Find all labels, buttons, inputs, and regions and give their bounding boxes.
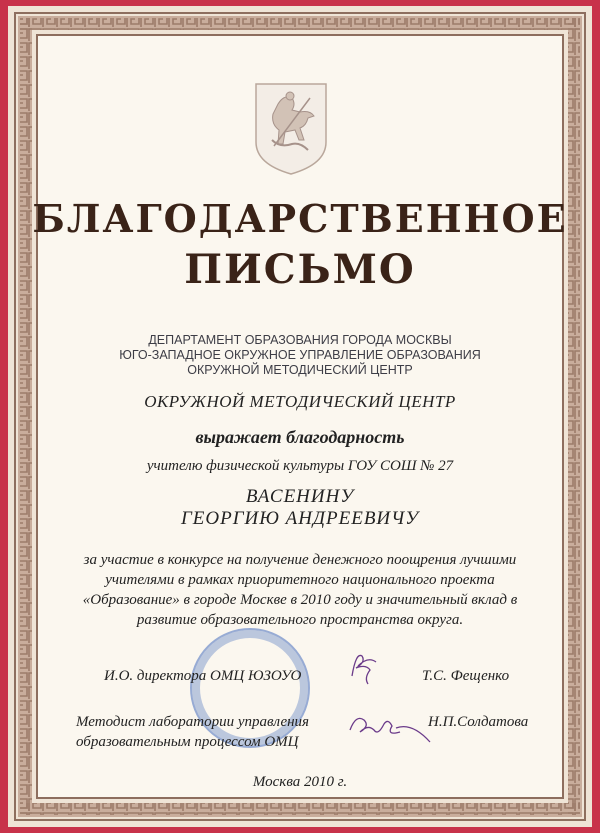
reason-line-3: «Образование» в городе Москве в 2010 году и значительный вклад в [82,592,518,608]
reason-line-4: развитие образовательного пространства округа. [136,612,464,628]
issuer-line-2: ЮГО-ЗАПАДНОЕ ОКРУЖНОЕ УПРАВЛЕНИЕ ОБРАЗОВАНИЯ [119,348,481,362]
organization-name: ОКРУЖНОЙ МЕТОДИЧЕСКИЙ ЦЕНТР [144,392,456,411]
signatory-1-name: Т.С. Фещенко [422,668,510,684]
recipient-role: учителю физической культуры ГОУ СОШ № 27 [146,458,454,474]
reason-line-2: учителями в рамках приоритетного национального проекта [105,572,495,588]
signatory-1-title: И.О. директора ОМЦ ЮЗОУО [104,668,302,684]
signatory-2-name: Н.П.Солдатова [428,714,529,730]
issuer-line-3: ОКРУЖНОЙ МЕТОДИЧЕСКИЙ ЦЕНТР [187,363,413,377]
recipient-given-names: ГЕОРГИЮ АНДРЕЕВИЧУ [180,508,420,529]
title-line-1: БЛАГОДАРСТВЕННОЕ [32,196,568,241]
place-and-date: Москва 2010 г. [252,774,348,790]
signatory-2-title-line-2: образовательным процессом ОМЦ [76,734,299,750]
moscow-coat-of-arms-icon [252,80,330,178]
signature-2-icon [346,704,436,750]
reason-line-1: за участие в конкурсе на получение денежного поощрения лучшими [83,552,517,568]
recipient-surname: ВАСЕНИНУ [245,486,355,507]
expresses-gratitude: выражает благодарность [195,427,405,447]
issuer-line-1: ДЕПАРТАМЕНТ ОБРАЗОВАНИЯ ГОРОДА МОСКВЫ [148,333,452,347]
signatory-2-title-line-1: Методист лаборатории управления [76,714,310,730]
signature-1-icon [344,646,384,690]
title-line-2: ПИСЬМО [184,246,416,293]
